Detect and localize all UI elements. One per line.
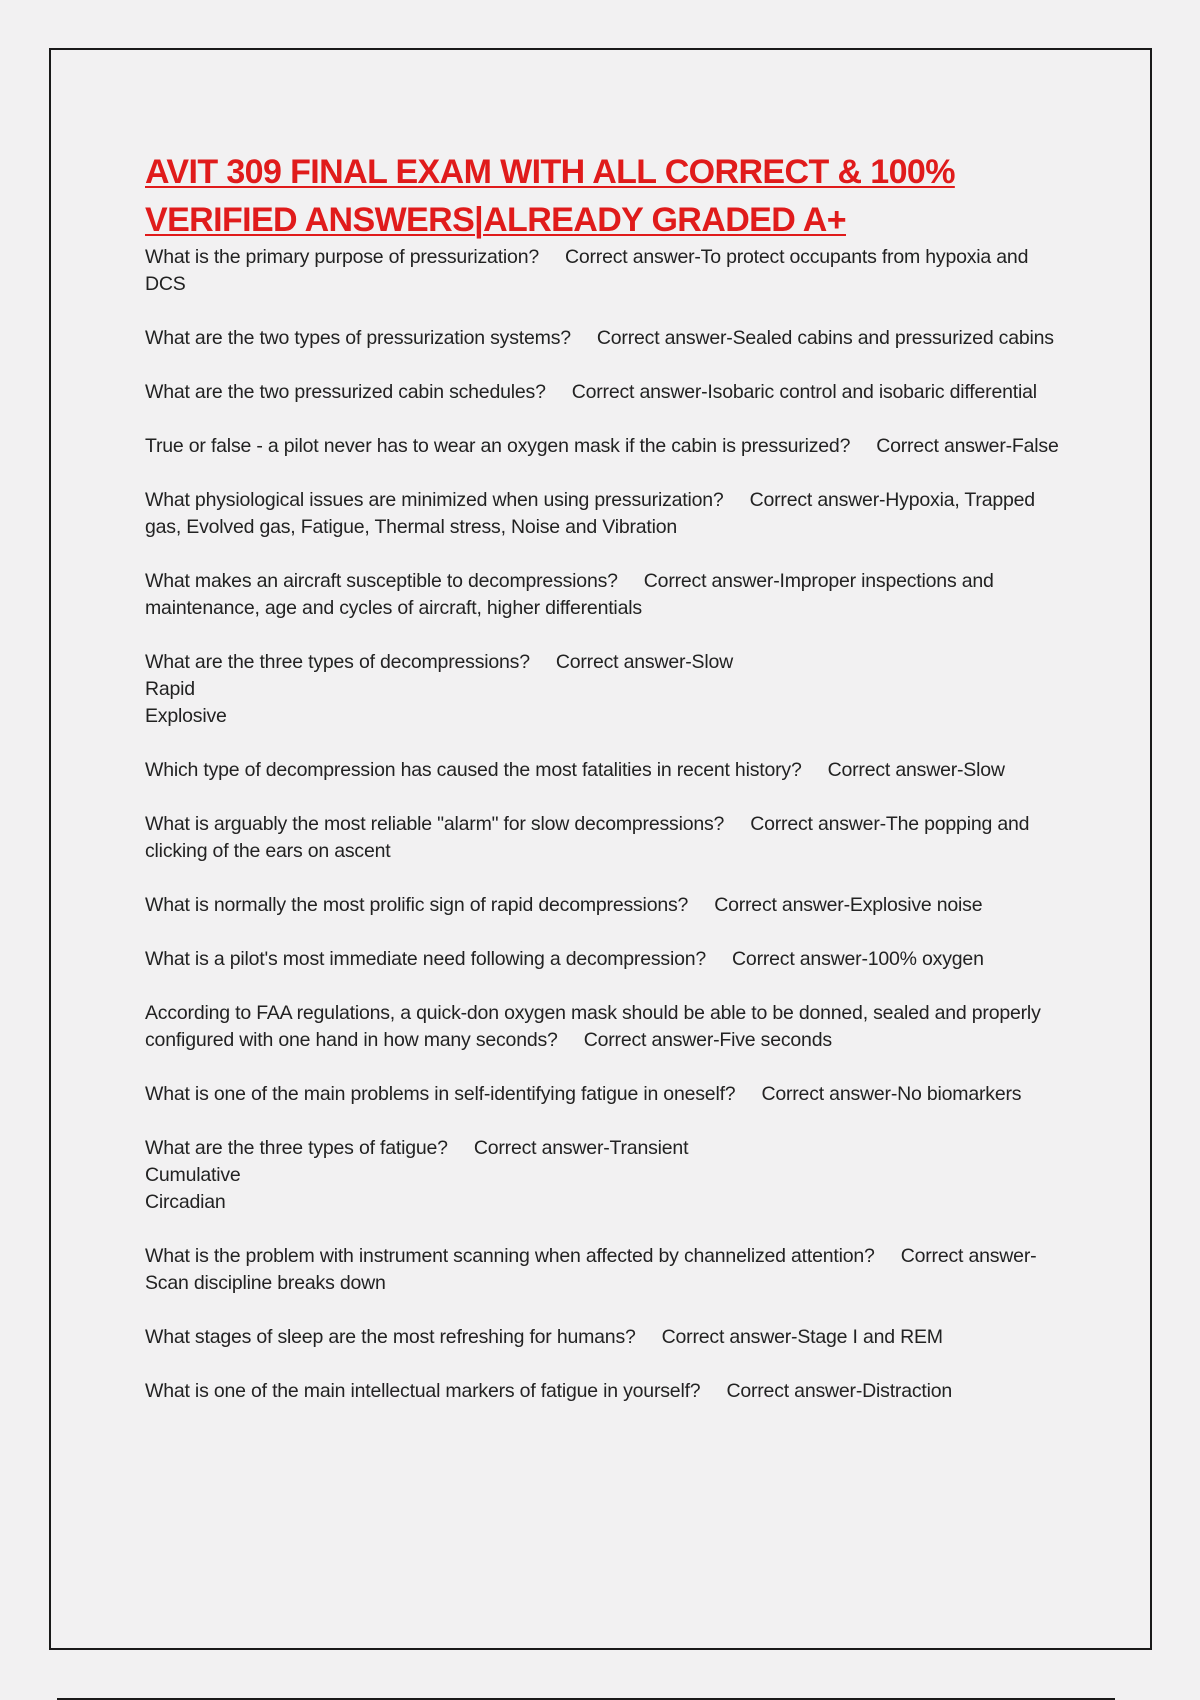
qa-list bbox=[145, 244, 1065, 1405]
document-content bbox=[145, 148, 1065, 1432]
qa-item bbox=[145, 892, 1065, 919]
question-text: What is the primary purpose of pressurization? bbox=[145, 246, 539, 268]
answer-text: Correct answer-The popping and clicking of the ears on ascent bbox=[145, 813, 1030, 862]
answer-text: Correct answer-To protect occupants from hypoxia and DCS bbox=[145, 246, 1029, 295]
question-text: What stages of sleep are the most refreshing for humans? bbox=[145, 1326, 636, 1348]
question-text: What are the two pressurized cabin schedules? bbox=[145, 381, 546, 403]
qa-item bbox=[145, 1243, 1065, 1297]
qa-item bbox=[145, 433, 1065, 460]
qa-item bbox=[145, 757, 1065, 784]
qa-item bbox=[145, 1081, 1065, 1108]
qa-item bbox=[145, 244, 1065, 298]
qa-item bbox=[145, 811, 1065, 865]
question-text: What is one of the main intellectual markers of fatigue in yourself? bbox=[145, 1380, 701, 1402]
answer-text: Correct answer-Slow bbox=[555, 651, 734, 673]
answer-text: Correct answer-Distraction bbox=[726, 1380, 953, 1402]
answer-text: Correct answer-100% oxygen bbox=[732, 948, 984, 970]
document-title: AVIT 309 FINAL EXAM WITH ALL CORRECT & 100% VERIFIED ANSWERS|ALREADY GRADED A+ bbox=[145, 153, 955, 239]
answer-text: Correct answer-Isobaric control and isobaric differential bbox=[571, 381, 1037, 403]
answer-text: Correct answer-Transient bbox=[473, 1137, 689, 1159]
answer-text: Correct answer-Sealed cabins and pressurized cabins bbox=[596, 327, 1054, 349]
question-text: True or false - a pilot never has to wear an oxygen mask if the cabin is pressurized? bbox=[145, 435, 851, 457]
answer-text: Correct answer-False bbox=[876, 435, 1059, 457]
answer-text: Correct answer-Improper inspections and maintenance, age and cycles of aircraft, higher differentials bbox=[145, 570, 994, 619]
qa-item bbox=[145, 568, 1065, 622]
answer-text: Correct answer-Slow bbox=[827, 759, 1005, 781]
answer-text: Correct answer-Five seconds bbox=[583, 1029, 832, 1051]
question-text: According to FAA regulations, a quick-don oxygen mask should be able to be donned, sealed and properly configured with one hand in how many seconds? bbox=[145, 1002, 1041, 1051]
question-text: What is a pilot's most immediate need following a decompression? bbox=[145, 948, 707, 970]
answer-text: Correct answer-Explosive noise bbox=[714, 894, 983, 916]
qa-item bbox=[145, 325, 1065, 352]
question-text: What makes an aircraft susceptible to decompressions? bbox=[145, 570, 618, 592]
question-text: What are the three types of decompressions? bbox=[145, 651, 530, 673]
qa-item bbox=[145, 487, 1065, 541]
qa-item bbox=[145, 1378, 1065, 1405]
answer-text: Correct answer-Hypoxia, Trapped gas, Evolved gas, Fatigue, Thermal stress, Noise and Vibration bbox=[145, 489, 1035, 538]
qa-item bbox=[145, 649, 1065, 730]
question-text: What are the two types of pressurization systems? bbox=[145, 327, 571, 349]
answer-continuation: Circadian bbox=[145, 1191, 226, 1213]
question-text: Which type of decompression has caused the most fatalities in recent history? bbox=[145, 759, 802, 781]
question-text: What is arguably the most reliable "alarm" for slow decompressions? bbox=[145, 813, 725, 835]
question-text: What is one of the main problems in self-identifying fatigue in oneself? bbox=[145, 1083, 736, 1105]
question-text: What is the problem with instrument scanning when affected by channelized attention? bbox=[145, 1245, 875, 1267]
answer-text: Correct answer-No biomarkers bbox=[761, 1083, 1022, 1105]
qa-item bbox=[145, 379, 1065, 406]
qa-item bbox=[145, 1324, 1065, 1351]
qa-item bbox=[145, 946, 1065, 973]
question-text: What is normally the most prolific sign of rapid decompressions? bbox=[145, 894, 689, 916]
answer-continuation: Explosive bbox=[145, 705, 227, 727]
answer-text: Correct answer-Stage I and REM bbox=[661, 1326, 943, 1348]
answer-continuation: Cumulative bbox=[145, 1164, 241, 1186]
question-text: What are the three types of fatigue? bbox=[145, 1137, 448, 1159]
qa-item bbox=[145, 1000, 1065, 1054]
answer-text: Correct answer-Scan discipline breaks down bbox=[145, 1245, 1037, 1294]
question-text: What physiological issues are minimized when using pressurization? bbox=[145, 489, 724, 511]
qa-item bbox=[145, 1135, 1065, 1216]
answer-continuation: Rapid bbox=[145, 678, 195, 700]
